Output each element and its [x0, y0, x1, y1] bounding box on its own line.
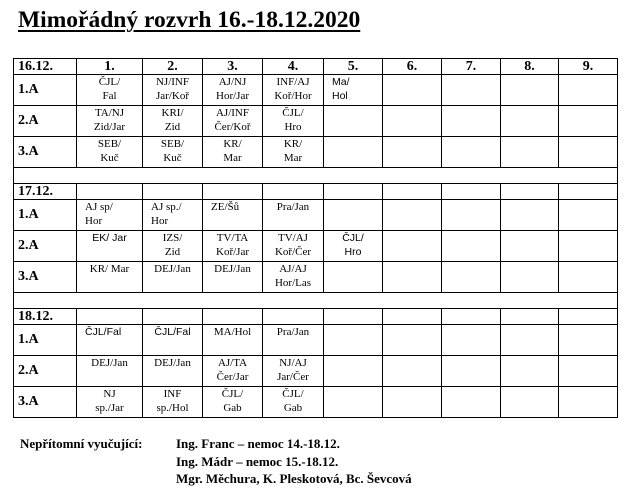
lesson-cell [143, 137, 203, 168]
period-header [203, 184, 263, 200]
lesson-text: Čer/Koř [214, 121, 251, 133]
period-header [559, 184, 618, 200]
lesson-cell [203, 325, 263, 356]
lesson-cell [442, 137, 501, 168]
lesson-cell [442, 106, 501, 137]
lesson-cell [559, 200, 618, 231]
class-row [14, 231, 618, 262]
period-header [143, 309, 203, 325]
lesson-text: Mar [283, 152, 303, 164]
lesson-text: DEJ/Jan [154, 263, 191, 275]
lesson-cell [383, 106, 442, 137]
absent-line: Mgr. Měchura, K. Pleskotová, Bc. Ševcová [176, 471, 412, 486]
lesson-cell [383, 325, 442, 356]
day-date: 16.12. [14, 59, 77, 75]
lesson-text: Ma/ [332, 76, 350, 88]
lesson-cell [442, 262, 501, 293]
lesson-text: KR/ Mar [89, 263, 130, 275]
period-header: 5. [324, 59, 383, 75]
lesson-text: Pra/Jan [276, 201, 310, 213]
lesson-cell [143, 387, 203, 418]
lesson-text: Jar/Čer [277, 371, 309, 383]
lesson-cell [77, 75, 143, 106]
period-header [442, 309, 501, 325]
lesson-cell [383, 356, 442, 387]
lesson-cell [501, 387, 559, 418]
lesson-cell [442, 231, 501, 262]
lesson-text: EK/ Jar [92, 232, 127, 244]
absent-label: Nepřítomní vyučující: [20, 436, 143, 451]
lesson-text: Gab [223, 402, 242, 414]
period-header [501, 184, 559, 200]
lesson-text: ZE/Šů [211, 201, 240, 213]
period-header [559, 309, 618, 325]
lesson-text: KRI/ [161, 107, 184, 119]
lesson-cell [203, 106, 263, 137]
lesson-cell [77, 356, 143, 387]
lesson-text: NJ/AJ [279, 357, 307, 369]
lesson-text: AJ sp/ [85, 201, 113, 213]
lesson-text: Hor/Las [274, 277, 312, 289]
spacer-row [14, 293, 618, 309]
lesson-cell [501, 231, 559, 262]
lesson-cell [203, 231, 263, 262]
period-header [383, 309, 442, 325]
period-header [324, 309, 383, 325]
spacer-cell [14, 168, 618, 184]
period-header [77, 184, 143, 200]
lesson-text: SEB/ [160, 138, 185, 150]
lesson-text: Hor/Jar [216, 90, 249, 102]
lesson-cell [203, 356, 263, 387]
lesson-cell [143, 356, 203, 387]
lesson-cell [77, 262, 143, 293]
day-header-row [14, 184, 618, 200]
lesson-cell [263, 231, 324, 262]
lesson-cell [383, 262, 442, 293]
lesson-cell [263, 200, 324, 231]
lesson-text: ČJL/Fal [154, 326, 191, 338]
lesson-text: Kоř/Hor [274, 90, 312, 102]
lesson-text: Kuč [100, 152, 119, 164]
lesson-cell [263, 387, 324, 418]
lesson-cell [263, 75, 324, 106]
lesson-text: NJ [103, 388, 116, 400]
lesson-text: Zid [164, 246, 181, 258]
period-header [263, 184, 324, 200]
period-header: 4. [263, 59, 324, 75]
lesson-text: TA/NJ [94, 107, 125, 119]
period-header [203, 309, 263, 325]
lesson-text: AJ/AJ [279, 263, 307, 275]
lesson-text: MA/Hol [213, 326, 252, 338]
lesson-cell [559, 75, 618, 106]
lesson-cell [324, 137, 383, 168]
lesson-text: TV/TA [216, 232, 249, 244]
page-title: Mimořádný rozvrh 16.-18.12.2020 [18, 7, 361, 33]
lesson-cell [263, 325, 324, 356]
lesson-text: Hol [332, 90, 348, 102]
lesson-text: ČJL/ [342, 232, 364, 244]
lesson-cell [559, 387, 618, 418]
lesson-cell [324, 356, 383, 387]
period-header: 1. [77, 59, 143, 75]
lesson-cell [383, 231, 442, 262]
class-name: 1.A [14, 325, 77, 356]
lesson-text: Mar [223, 152, 242, 164]
lesson-cell [442, 387, 501, 418]
absent-line: Ing. Franc – nemoc 14.-18.12. [176, 436, 340, 451]
lesson-cell [203, 200, 263, 231]
lesson-cell [263, 137, 324, 168]
lesson-cell [324, 231, 383, 262]
lesson-text: INF [163, 388, 182, 400]
lesson-cell [501, 75, 559, 106]
class-row [14, 325, 618, 356]
timetable [13, 58, 618, 418]
absent-teachers [20, 435, 412, 488]
period-header [501, 309, 559, 325]
lesson-cell [143, 231, 203, 262]
lesson-cell [559, 356, 618, 387]
period-header [442, 184, 501, 200]
absent-line: Ing. Mádr – nemoc 15.-18.12. [176, 453, 339, 469]
lesson-cell [559, 325, 618, 356]
lesson-text: Zid/Jar [93, 121, 126, 133]
lesson-cell [77, 200, 143, 231]
lesson-text: AJ/TA [217, 357, 248, 369]
lesson-text: ČJL/ [282, 388, 304, 400]
lesson-cell [383, 75, 442, 106]
period-header: 8. [501, 59, 559, 75]
period-header: 6. [383, 59, 442, 75]
lesson-text: ČJL/ [221, 388, 244, 400]
lesson-cell [263, 356, 324, 387]
lesson-text: Gab [283, 402, 303, 414]
lesson-cell [324, 325, 383, 356]
period-header: 7. [442, 59, 501, 75]
lesson-cell [501, 106, 559, 137]
lesson-cell [77, 387, 143, 418]
lesson-text: Hro [344, 246, 362, 258]
lesson-text: KR/ [283, 138, 303, 150]
lesson-cell [143, 262, 203, 293]
lesson-text: DEJ/Jan [91, 357, 128, 369]
lesson-cell [263, 262, 324, 293]
spacer-row [14, 168, 618, 184]
lesson-cell [77, 137, 143, 168]
lesson-text: INF/AJ [276, 76, 310, 88]
lesson-cell [501, 325, 559, 356]
lesson-cell [324, 262, 383, 293]
lesson-cell [143, 75, 203, 106]
lesson-cell [77, 106, 143, 137]
lesson-cell [203, 137, 263, 168]
period-header: 9. [559, 59, 618, 75]
period-header: 3. [203, 59, 263, 75]
lesson-text: DEJ/Jan [154, 357, 191, 369]
lesson-cell [324, 387, 383, 418]
class-row [14, 387, 618, 418]
lesson-cell [559, 106, 618, 137]
lesson-cell [501, 356, 559, 387]
lesson-text: AJ sp./ [151, 201, 182, 213]
lesson-text: Čer/Jar [216, 371, 249, 383]
class-row [14, 137, 618, 168]
lesson-cell [203, 75, 263, 106]
lesson-cell [383, 137, 442, 168]
lesson-text: Kuč [163, 152, 182, 164]
lesson-cell [143, 200, 203, 231]
period-header: 2. [143, 59, 203, 75]
lesson-text: Zid [164, 121, 181, 133]
period-header [263, 309, 324, 325]
day-date: 18.12. [14, 309, 77, 325]
period-header [77, 309, 143, 325]
lesson-text: Fal [102, 90, 117, 102]
lesson-cell [77, 325, 143, 356]
lesson-text: ČJL/ [282, 107, 304, 119]
class-name: 3.A [14, 387, 77, 418]
period-header [324, 184, 383, 200]
lesson-cell [559, 262, 618, 293]
lesson-text: TV/AJ [278, 232, 308, 244]
lesson-text: ČJL/ [98, 76, 121, 88]
lesson-cell [559, 137, 618, 168]
class-row [14, 262, 618, 293]
lesson-cell [324, 200, 383, 231]
lesson-text: Hor [85, 215, 103, 227]
lesson-cell [324, 106, 383, 137]
lesson-cell [442, 356, 501, 387]
lesson-text: Koř/Čer [274, 246, 312, 258]
lesson-cell [442, 75, 501, 106]
lesson-cell [383, 200, 442, 231]
class-row [14, 106, 618, 137]
class-name: 2.A [14, 231, 77, 262]
class-row [14, 75, 618, 106]
lesson-cell [501, 137, 559, 168]
class-name: 3.A [14, 262, 77, 293]
lesson-cell [324, 75, 383, 106]
lesson-text: Koř/Jar [216, 246, 249, 258]
lesson-text: sp./Hol [156, 402, 189, 414]
lesson-text: Hro [284, 121, 302, 133]
lesson-text: Jar/Koř [156, 90, 189, 102]
day-header-row [14, 59, 618, 75]
lesson-cell [203, 387, 263, 418]
lesson-text: Pra/Jan [276, 326, 310, 338]
lesson-cell [77, 231, 143, 262]
lesson-text: KR/ [223, 138, 242, 150]
class-row [14, 356, 618, 387]
lesson-cell [442, 325, 501, 356]
lesson-cell [263, 106, 324, 137]
lesson-text: IZS/ [162, 232, 183, 244]
spacer-cell [14, 293, 618, 309]
class-name: 3.A [14, 137, 77, 168]
lesson-cell [442, 200, 501, 231]
class-name: 2.A [14, 356, 77, 387]
lesson-text: AJ/NJ [218, 76, 247, 88]
day-header-row [14, 309, 618, 325]
lesson-cell [203, 262, 263, 293]
lesson-text: SEB/ [97, 138, 122, 150]
class-name: 1.A [14, 75, 77, 106]
lesson-cell [559, 231, 618, 262]
lesson-text: sp./Jar [95, 402, 124, 414]
lesson-cell [501, 200, 559, 231]
lesson-text: DEJ/Jan [214, 263, 251, 275]
lesson-text: ČJL/Fal [85, 326, 122, 338]
lesson-text: NJ/INF [155, 76, 189, 88]
lesson-cell [501, 262, 559, 293]
lesson-text: AJ/INF [215, 107, 249, 119]
period-header [143, 184, 203, 200]
class-row [14, 200, 618, 231]
class-name: 2.A [14, 106, 77, 137]
day-date: 17.12. [14, 184, 77, 200]
lesson-cell [383, 387, 442, 418]
lesson-text: Hor [151, 215, 169, 227]
lesson-cell [143, 325, 203, 356]
class-name: 1.A [14, 200, 77, 231]
lesson-cell [143, 106, 203, 137]
period-header [383, 184, 442, 200]
